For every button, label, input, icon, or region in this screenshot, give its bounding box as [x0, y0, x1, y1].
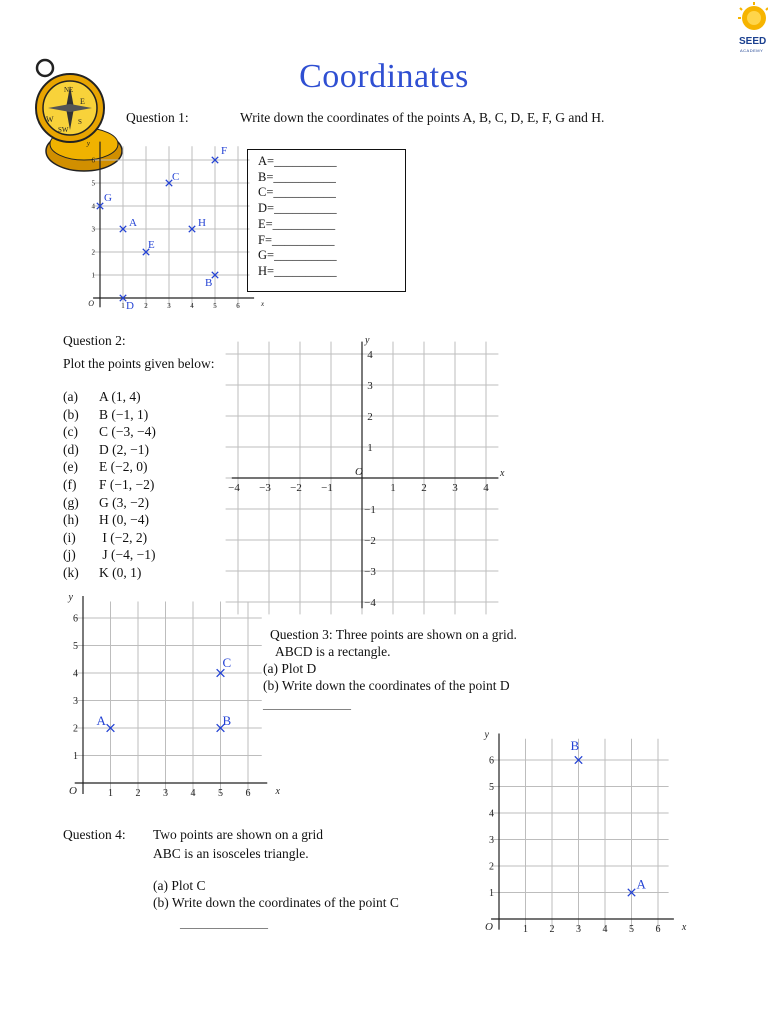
- q2-item-text: K (0, 1): [99, 564, 142, 580]
- y-tick-label: 4: [489, 808, 494, 820]
- y-tick-label: −3: [364, 566, 376, 578]
- y-tick-label: −4: [364, 597, 376, 609]
- q2-item-label: (e): [63, 459, 78, 475]
- y-tick-label: 2: [73, 723, 78, 735]
- origin-label: O: [88, 299, 94, 308]
- point-label-b: B: [222, 713, 232, 728]
- q2-item-label: (j): [63, 547, 76, 563]
- q1-answer-line[interactable]: C=__________: [258, 185, 336, 200]
- y-axis-label: y: [86, 139, 90, 148]
- x-axis-label: x: [275, 786, 280, 797]
- q2-list-item: [63, 406, 156, 424]
- point-label-a: A: [96, 713, 106, 728]
- x-tick-label: 6: [236, 302, 240, 310]
- q2-item-text: J (−4, −1): [99, 547, 156, 563]
- q2-point-list: [63, 388, 156, 582]
- x-tick-label: 3: [167, 302, 171, 310]
- q2-item-text: A (1, 4): [99, 389, 141, 404]
- q3-answer-blank[interactable]: ________________: [263, 699, 351, 711]
- y-axis-label: y: [365, 335, 370, 347]
- q2-item-label: (h): [63, 512, 79, 528]
- q2-grid: [228, 330, 530, 609]
- y-tick-label: 2: [367, 411, 373, 423]
- q1-grid: [80, 138, 265, 318]
- q3-grid: [60, 585, 280, 810]
- q3-part-a: (a) Plot D: [263, 661, 317, 676]
- q3-part-b: (b) Write down the coordinates of the point D: [263, 678, 510, 693]
- q4-answer-blank[interactable]: ________________: [180, 918, 268, 930]
- point-label-c: C: [222, 655, 232, 670]
- x-tick-label: 4: [483, 482, 489, 494]
- y-tick-label: 6: [91, 156, 95, 165]
- q2-list-item: [63, 564, 156, 582]
- logo-sub: ACADEMY: [740, 48, 764, 53]
- point-label-e: E: [148, 239, 155, 251]
- q2-item-label: (f): [63, 476, 77, 492]
- svg-text:E: E: [80, 97, 85, 106]
- y-tick-label: 1: [73, 750, 78, 762]
- q2-item-label: (g): [63, 494, 79, 510]
- y-tick-label: 1: [367, 442, 373, 454]
- y-axis-label: y: [484, 729, 489, 741]
- y-tick-label: 3: [367, 380, 373, 392]
- y-tick-label: 5: [91, 179, 95, 188]
- x-tick-label: 1: [390, 482, 396, 494]
- q2-list-item: [63, 529, 156, 547]
- x-tick-label: 6: [245, 788, 251, 799]
- q2-item-label: (k): [63, 564, 79, 580]
- q2-item-text: C (−3, −4): [99, 424, 156, 440]
- q3-line1: Question 3: Three points are shown on a grid.: [270, 627, 517, 642]
- q4-grid: [478, 722, 687, 937]
- point-label-b: B: [570, 738, 580, 753]
- y-tick-label: 1: [489, 887, 494, 899]
- q2-list-item: [63, 494, 156, 512]
- q3-line2: ABCD is a rectangle.: [275, 644, 391, 659]
- q2-label: Question 2:: [63, 333, 126, 348]
- y-tick-label: 1: [91, 271, 95, 280]
- q2-list-item: [63, 511, 156, 529]
- y-tick-label: −1: [364, 504, 376, 516]
- q1-answer-line[interactable]: A=__________: [258, 154, 337, 168]
- x-tick-label: 5: [213, 302, 217, 310]
- q2-list-item: [63, 458, 156, 476]
- point-label-c: C: [172, 171, 180, 183]
- x-tick-label: −1: [321, 482, 333, 494]
- q2-item-label: (b): [63, 406, 79, 422]
- svg-text:W: W: [46, 115, 54, 124]
- logo-name: SEED: [739, 36, 767, 47]
- x-tick-label: 3: [452, 482, 458, 494]
- point-label-a: A: [129, 217, 137, 229]
- point-label-f: F: [221, 145, 228, 157]
- y-tick-label: −2: [364, 535, 376, 547]
- y-tick-label: 3: [91, 225, 95, 234]
- y-axis-label: y: [68, 592, 73, 603]
- q1-text: Write down the coordinates of the points A, B, C, D, E, F, G and H.: [240, 110, 605, 125]
- x-tick-label: 2: [549, 924, 555, 935]
- q4-line1: Two points are shown on a grid: [153, 827, 324, 842]
- q2-item-text: E (−2, 0): [99, 459, 148, 475]
- q2-item-text: G (3, −2): [99, 494, 149, 510]
- q1-answer-line[interactable]: H=__________: [258, 263, 337, 278]
- x-tick-label: −3: [259, 482, 271, 494]
- origin-label: O: [485, 921, 493, 933]
- q1-answer-line[interactable]: F=__________: [258, 232, 335, 247]
- q2-item-text: D (2, −1): [99, 441, 149, 457]
- point-label-h: H: [198, 217, 206, 229]
- page-title: Coordinates: [299, 58, 469, 95]
- q1-answer-box: [247, 149, 406, 292]
- x-tick-label: 1: [121, 302, 125, 310]
- x-axis-label: x: [261, 300, 265, 308]
- q2-item-text: F (−1, −2): [99, 476, 155, 492]
- origin-label: O: [69, 785, 77, 797]
- x-tick-label: 5: [629, 924, 634, 935]
- y-tick-label: 6: [73, 613, 78, 625]
- q2-list-item: [63, 423, 156, 441]
- x-tick-label: −2: [290, 482, 302, 494]
- y-tick-label: 6: [489, 755, 494, 767]
- q2-item-text: I (−2, 2): [99, 529, 148, 545]
- q2-list-item: [63, 388, 156, 406]
- q2-list-item: [63, 441, 156, 459]
- svg-text:NE: NE: [64, 86, 74, 94]
- q1-answer-line[interactable]: B=__________: [258, 169, 336, 184]
- seed-academy-logo: [728, 0, 768, 60]
- q1-answer-line[interactable]: G=__________: [258, 248, 337, 263]
- q2-item-text: H (0, −4): [99, 512, 149, 528]
- y-tick-label: 4: [367, 349, 373, 361]
- q2-item-text: B (−1, 1): [99, 406, 149, 422]
- q2-item-label: (a): [63, 389, 78, 404]
- x-tick-label: 1: [523, 924, 528, 935]
- q4-part-a: (a) Plot C: [153, 878, 206, 893]
- q4-part-b: (b) Write down the coordinates of the point C: [153, 895, 399, 910]
- x-tick-label: 4: [190, 302, 194, 310]
- svg-text:S: S: [78, 118, 82, 126]
- q1-label: Question 1:: [126, 110, 189, 125]
- y-tick-label: 2: [489, 861, 494, 873]
- y-tick-label: 4: [73, 668, 78, 680]
- q2-list-item: [63, 476, 156, 494]
- q4-line2: ABC is an isosceles triangle.: [153, 846, 309, 861]
- q1-answer-line[interactable]: D=__________: [258, 201, 337, 216]
- origin-label: O: [355, 466, 363, 478]
- q1-answer-line[interactable]: E=__________: [258, 216, 336, 231]
- x-tick-label: 2: [135, 788, 141, 799]
- x-tick-label: 6: [655, 924, 661, 935]
- q2-item-label: (d): [63, 441, 79, 457]
- y-tick-label: 2: [91, 248, 95, 257]
- q2-list-item: [63, 546, 156, 564]
- x-tick-label: 1: [108, 788, 113, 799]
- point-label-g: G: [104, 192, 112, 204]
- q4-label: Question 4:: [63, 827, 126, 842]
- svg-text:SW: SW: [58, 126, 69, 134]
- q2-item-label: (i): [63, 529, 76, 545]
- y-tick-label: 4: [91, 202, 95, 211]
- q2-item-label: (c): [63, 424, 78, 440]
- point-label-a: A: [636, 876, 646, 892]
- x-tick-label: 4: [602, 924, 608, 935]
- point-label-b: B: [205, 277, 213, 289]
- y-tick-label: 5: [73, 640, 78, 652]
- x-tick-label: 4: [190, 788, 196, 799]
- x-axis-label: x: [681, 922, 687, 933]
- x-tick-label: 3: [163, 788, 168, 799]
- x-tick-label: 2: [421, 482, 427, 494]
- point-label-d: D: [126, 300, 134, 312]
- x-tick-label: 3: [576, 924, 581, 935]
- y-tick-label: 3: [489, 834, 494, 846]
- q2-instruction: Plot the points given below:: [63, 356, 215, 371]
- x-tick-label: 2: [144, 302, 148, 310]
- y-tick-label: 5: [489, 781, 494, 793]
- y-tick-label: 3: [73, 695, 78, 707]
- x-tick-label: −4: [228, 482, 240, 494]
- x-axis-label: x: [499, 468, 505, 479]
- x-tick-label: 5: [218, 788, 223, 799]
